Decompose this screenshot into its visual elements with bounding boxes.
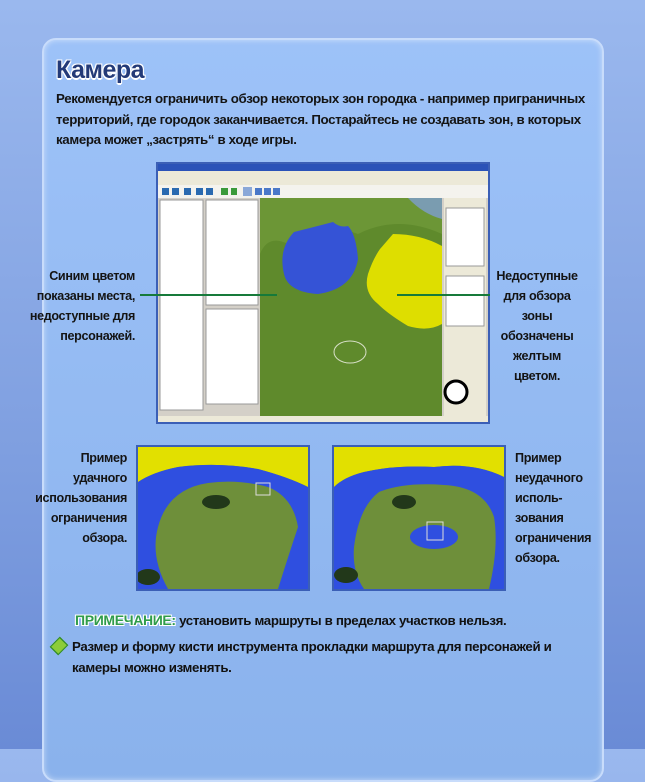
caption-line: Недоступные [496,269,578,283]
caption-line: недоступные для [29,309,135,323]
callout-blue-zones [30,266,135,346]
caption-line: показаны места, [36,289,135,303]
caption-line: для обзора зоны [503,289,571,323]
caption-line: персонажей. [60,329,135,343]
note-text: установить маршруты в пределах участков нельзя. [175,613,507,628]
caption-line: исполь- [515,491,563,505]
caption-line: Синим цветом [49,269,135,283]
editor-screenshot [156,162,490,424]
caption-line: удачного [73,471,127,485]
intro-paragraph: Рекомендуется ограничить обзор некоторых зон городка - например приграничных территорий, где городок заканчивается. Постарайтесь не создавать зон, в которых камера может „застрять“ в ходе игры. [56,91,585,147]
caption-line: использования [35,491,127,505]
editor-window-image [158,164,488,422]
good-example-image [136,445,310,591]
caption-line: Пример [515,451,562,465]
callout-line-right [397,294,490,296]
caption-line: неудачного [515,471,583,485]
caption-line: обзора. [82,531,127,545]
note-label: ПРИМЕЧАНИЕ: [75,612,176,628]
caption-line: зования [515,511,564,525]
callout-line-left [140,294,277,296]
caption-line: ограничения [50,511,127,525]
good-example-caption [35,448,127,548]
caption-line: ограничения [515,531,592,545]
bullet-text: Размер и форму кисти инструмента прокладки маршрута для персонажей и камеры можно изменять. [72,639,552,675]
note [75,612,506,628]
caption-line: Пример [80,451,127,465]
bad-example-image [332,445,506,591]
page-title: Камера [56,56,145,84]
bad-example-caption [515,448,591,568]
caption-line: желтым цветом. [513,349,561,383]
caption-line: обзора. [515,551,560,565]
caption-line: обозначены [500,329,574,343]
callout-yellow-zones [489,266,585,386]
